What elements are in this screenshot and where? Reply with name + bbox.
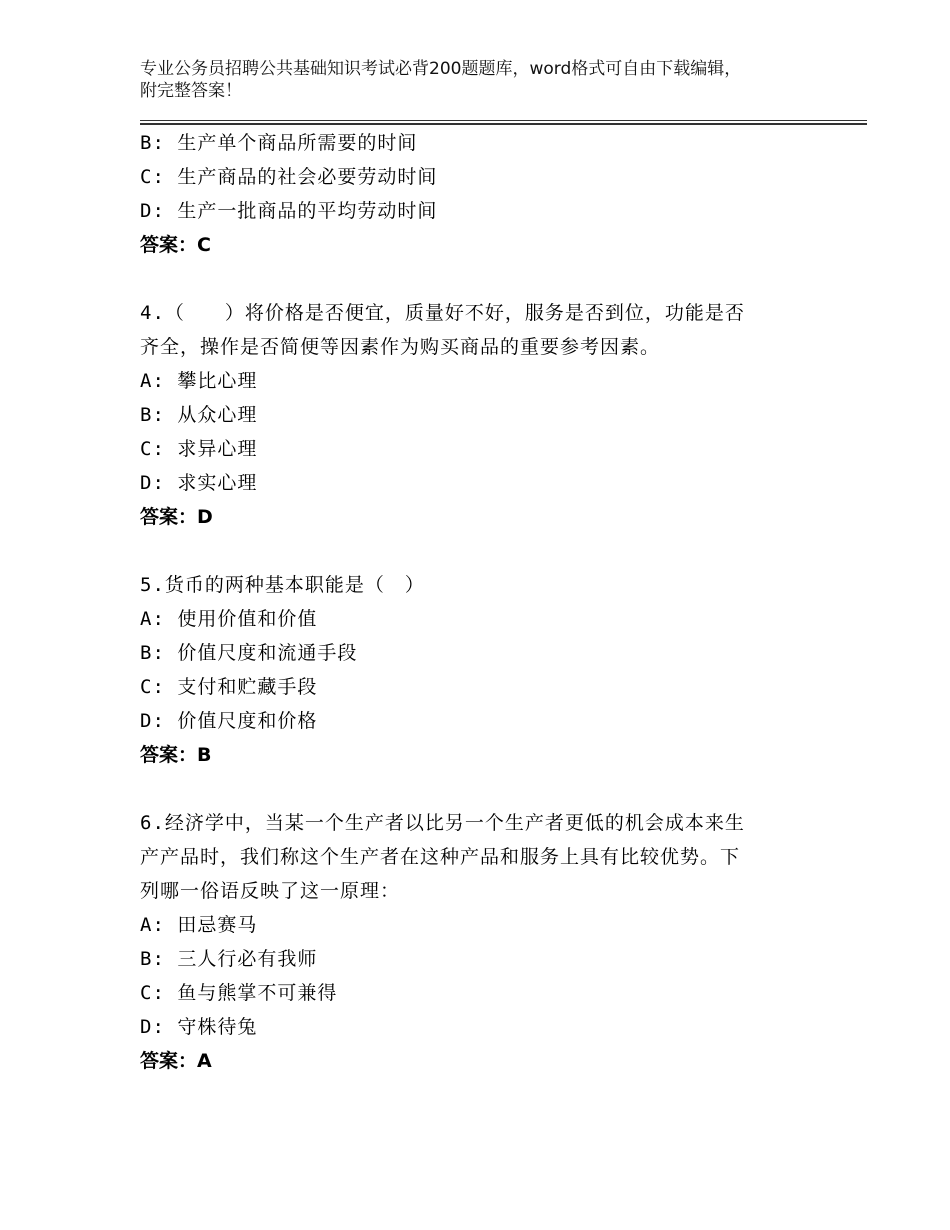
option-a: A: 使用价值和价值 [140, 608, 318, 630]
option-a: A: 攀比心理 [140, 370, 258, 392]
question-4 [140, 296, 820, 534]
question-stem-line: 4.（ ）将价格是否便宜，质量好不好，服务是否到位，功能是否 [140, 302, 745, 324]
page-header [140, 58, 820, 102]
question-6 [140, 806, 820, 1078]
spacer [140, 262, 820, 296]
question-list [140, 126, 820, 1078]
question-3 [140, 126, 820, 262]
question-stem-line: 齐全，操作是否简便等因素作为购买商品的重要参考因素。 [140, 336, 661, 358]
option-c: C: 鱼与熊掌不可兼得 [140, 982, 338, 1004]
option-a: A: 田忌赛马 [140, 914, 258, 936]
header-line-2: 附完整答案！ [140, 81, 242, 101]
question-stem-line: 6.经济学中，当某一个生产者以比另一个生产者更低的机会成本来生 [140, 812, 745, 834]
option-d: D: 守株待兔 [140, 1016, 258, 1038]
option-b: B: 三人行必有我师 [140, 948, 318, 970]
option-b: B: 生产单个商品所需要的时间 [140, 132, 418, 154]
option-d: D: 生产一批商品的平均劳动时间 [140, 200, 438, 222]
option-b: B: 价值尺度和流通手段 [140, 642, 358, 664]
option-c: C: 支付和贮藏手段 [140, 676, 318, 698]
spacer [140, 772, 820, 806]
spacer [140, 534, 820, 568]
option-d: D: 求实心理 [140, 472, 258, 494]
answer: 答案：B [140, 744, 212, 766]
answer: 答案：A [140, 1050, 212, 1072]
question-stem-line: 列哪一俗语反映了这一原理： [140, 880, 401, 902]
header-divider [140, 120, 867, 125]
question-5 [140, 568, 820, 772]
header-line-1: 专业公务员招聘公共基础知识考试必背200题题库，word格式可自由下载编辑， [140, 59, 742, 79]
answer: 答案：C [140, 234, 211, 256]
option-c: C: 生产商品的社会必要劳动时间 [140, 166, 438, 188]
option-d: D: 价值尺度和价格 [140, 710, 318, 732]
option-c: C: 求异心理 [140, 438, 258, 460]
answer: 答案：D [140, 506, 213, 528]
question-stem-line: 5.货币的两种基本职能是（ ） [140, 574, 425, 596]
option-b: B: 从众心理 [140, 404, 258, 426]
question-stem-line: 产产品时，我们称这个生产者在这种产品和服务上具有比较优势。下 [140, 846, 741, 868]
